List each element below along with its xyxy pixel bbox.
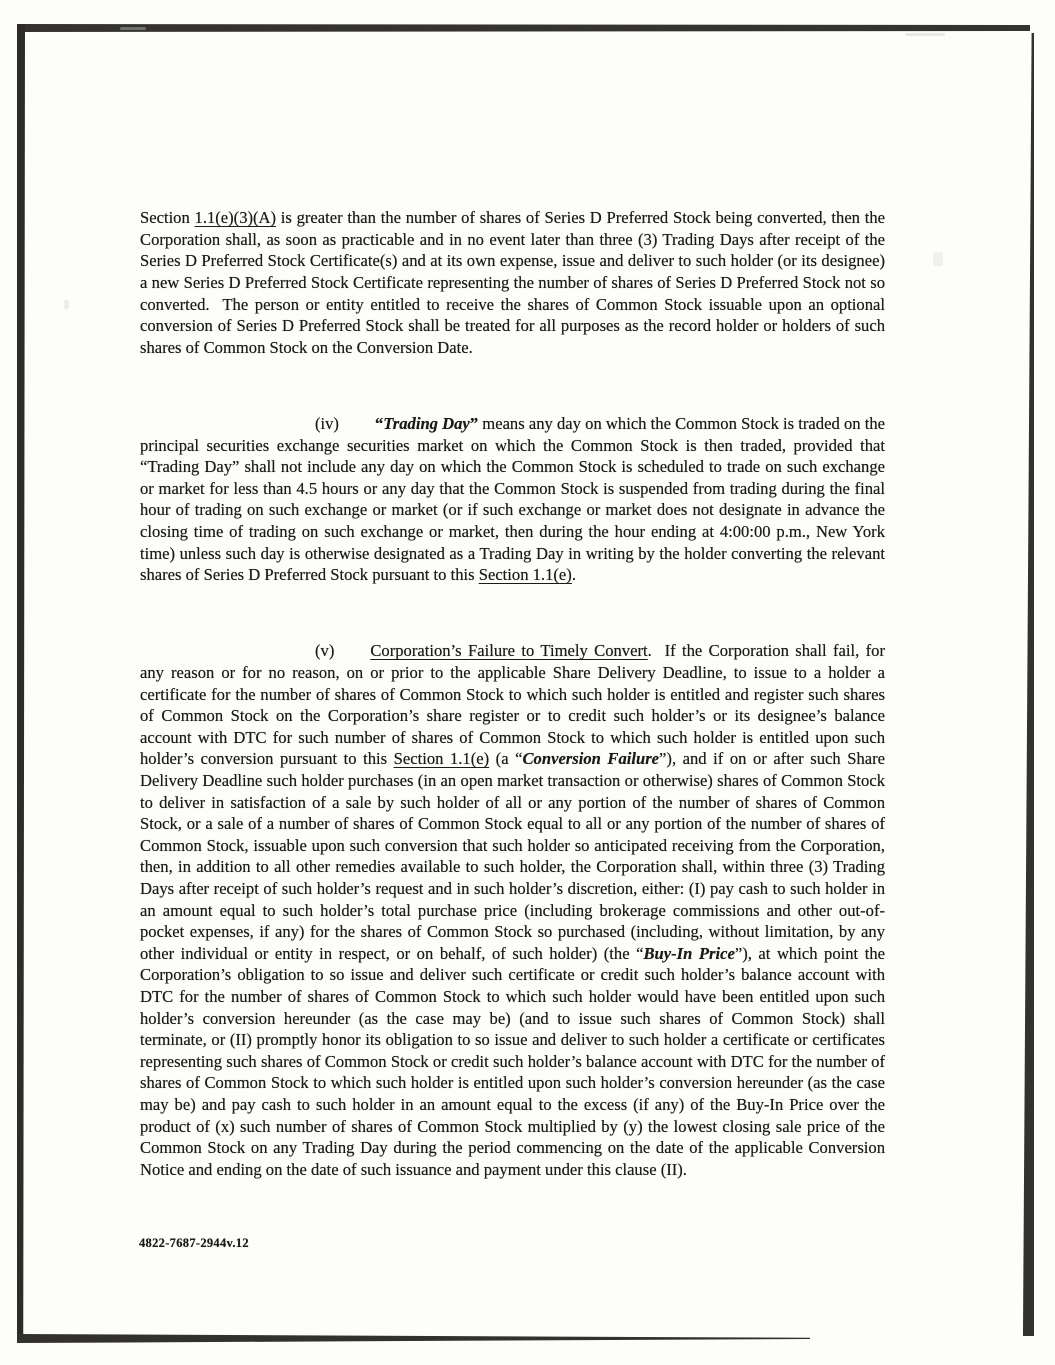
text-segment: ”), and if on or after such Share Delivery Deadline such holder purchases (in an open market transaction or otherwise) shares of Common Stock to deliver in satisfaction of a sale by such holder of all or any portion of the number of shares of Common Stock, or a sale of a number of shares of Common Stock equal to all or any portion of the number of shares of Common Stock, issuable upon such conversion that such holder so anticipated receiving from the Corporation, then, in addition to all other remedies available to such holder, the Corporation shall, within three (3) Trading Days after receipt of such holder’s request and in such holder’s discretion, either: (I) pay cash to such holder in an amount equal to such holder’s total purchase price (including brokerage commissions and other out-of-pocket expenses, if any) for the shares of Common Stock so purchased (including, without limitation, by any other individual or entity in respect, or on behalf, of such holder) (the “ — [140, 749, 890, 963]
document-control-number: 4822-7687-2944v.12 — [139, 1236, 249, 1250]
text-segment: ”), at which point the Corporation’s obligation to so issue and deliver such certificate or credit such holder’s balance account with DTC for the number of shares of Common Stock to which such holder would have been entitled upon such holder’s conversion hereunder (as the case may be) (and to issue such shares of Common Stock) shall terminate, or (II) promptly honor its obligation to so issue and deliver to such holder a certificate or certificates representing such shares of Common Stock or credit such holder’s balance account with DTC for the number of shares of Common Stock to which such holder is entitled upon such holder’s conversion hereunder (as the case may be) and pay cash to such holder in an amount equal to the excess (if any) of the Buy-In Price over the product of (x) such number of shares of Common Stock multiplied by (y) the lowest closing sale price of the Common Stock on any Trading Day during the period commencing on the date of the applicable Conversion Notice and ending on the date of such issuance and payment under this clause (II). — [140, 943, 890, 1179]
text-segment: 1.1(e)(3)(A) — [194, 208, 277, 228]
scan-noise — [64, 300, 69, 309]
paragraph-continuation — [140, 207, 890, 358]
scan-noise — [120, 27, 146, 30]
scan-border-top — [17, 24, 1030, 32]
text-segment: Corporation’s Failure to Timely Convert — [370, 641, 648, 661]
text-segment: (v) — [315, 641, 335, 661]
text-segment: (a “ — [489, 749, 523, 769]
text-segment: means any day on which the Common Stock is traded on the principal securities exchange securities market on which the Common Stock is then traded, provided that “Trading Day” shall not include any day on which the Common Stock is scheduled to trade on such exchange or market for less than 4.5 hours or any day that the Common Stock is suspended from trading during the final hour of trading on such exchange or market (or if such exchange or market does not designate in advance the closing time of trading on such exchange or market, then during the hour ending at 4:00:00 p.m., New York time) unless such day is otherwise designated as a Trading Day in writing by the holder converting the relevant shares of Series D Preferred Stock pursuant to this — [140, 414, 890, 585]
scan-border-left — [17, 24, 25, 1343]
scan-border-right — [1022, 33, 1034, 1336]
text-segment: Section 1.1(e) — [478, 565, 572, 585]
text-segment: ” — [469, 414, 479, 434]
scan-noise — [933, 252, 943, 266]
text-segment: . If the Corporation shall fail, for any reason or for no reason, on or prior to the applicable Share Delivery Deadline, to issue to a holder a certificate for the number of shares of Common Stock to which such holder is entitled and register such shares of Common Stock on the Corporation’s share register or to credit such holder’s or its designee’s balance account with DTC for such number of shares of Common Stock to which such holder is entitled upon such holder’s conversion pursuant to this — [140, 641, 890, 769]
text-segment: Conversion Failure — [522, 749, 660, 769]
text-segment: “ — [374, 414, 384, 434]
text-segment: Trading Day — [383, 414, 470, 434]
paragraph-clause-v — [140, 640, 890, 1180]
text-segment: (iv) — [315, 414, 339, 434]
paragraph-clause-iv — [140, 413, 890, 586]
scan-border-bottom — [17, 1334, 810, 1343]
scan-noise — [905, 33, 945, 36]
text-segment: Buy-In Price — [643, 943, 735, 963]
text-segment: Section — [140, 208, 195, 228]
document-body — [140, 164, 890, 1235]
text-segment: Section 1.1(e) — [393, 749, 490, 769]
text-segment: . — [571, 565, 576, 585]
text-segment: is greater than the number of shares of Series D Preferred Stock being converted, then the Corporation shall, as soon as practicable and in no event later than three (3) Trading Days after receipt of the Series D Preferred Stock Certificate(s) and at its own expense, issue and deliver to such holder (or its designee) a new Series D Preferred Stock Certificate representing the number of shares of Series D Preferred Stock not so converted. The person or entity entitled to receive the shares of Common Stock issuable upon an optional conversion of Series D Preferred Stock shall be treated for all purposes as the record holder or holders of such shares of Common Stock on the Conversion Date. — [140, 208, 890, 357]
